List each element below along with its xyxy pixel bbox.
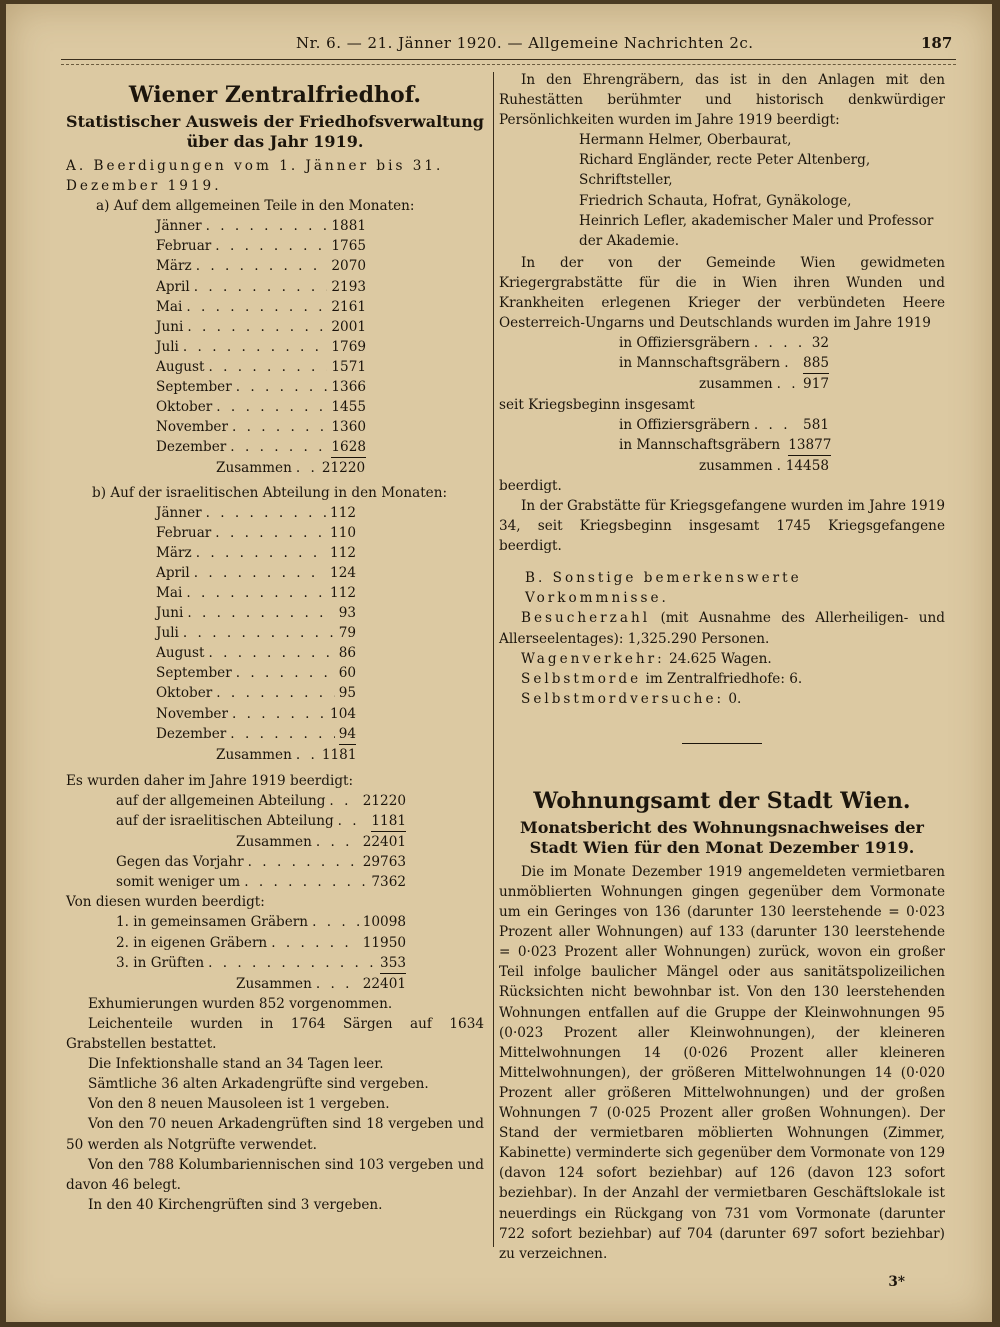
right-column — [499, 70, 945, 1290]
war-1919-total-label: zusammen — [699, 376, 773, 393]
row-label: Juli — [156, 338, 179, 355]
row-value: 112 — [330, 544, 356, 561]
leader-dots — [187, 603, 334, 623]
article-title-housing: Wohnungsamt der Stadt Wien. — [533, 787, 911, 814]
table-row — [156, 417, 366, 437]
row-label: in Mannschaftsgräbern — [619, 355, 781, 372]
honor-name: Richard Engländer, recte Peter Altenberg, Schriftsteller, — [579, 152, 871, 189]
columbaria-text: Von den 788 Kolumbariennischen sind 103 vergeben und davon 46 belegt. — [66, 1156, 484, 1193]
row-value: 93 — [338, 605, 356, 622]
visitors-text: (mit Ausnahme des Allerheiligen- und Allerseelentages): 1,325.290 Personen. — [499, 610, 945, 647]
general-total-label: Zusammen — [216, 460, 292, 477]
honor-graves-intro: In den Ehrengräbern, das ist in den Anlagen mit den Ruhestätten berühmter und historisch denkwürdiger Persönlichkeiten wurden im Jahre 1919 beerdigt: — [499, 72, 945, 129]
row-label: Dezember — [156, 439, 227, 456]
row-value: 353 — [380, 953, 406, 974]
row-value: 1628 — [331, 437, 366, 458]
table-row — [156, 663, 356, 683]
arcade-tombs-text: Sämtliche 36 alten Arkadengrüfte sind vergeben. — [88, 1076, 429, 1093]
table-row — [156, 523, 356, 543]
leader-dots — [230, 437, 327, 457]
leader-dots — [208, 643, 334, 663]
leader-dots — [194, 563, 326, 583]
row-label: 1. in gemeinsamen Gräbern — [116, 914, 309, 931]
row-label: Juli — [156, 625, 179, 642]
row-label: auf der israelitischen Abteilung — [116, 813, 334, 829]
table-row — [156, 357, 366, 377]
leader-dots — [312, 912, 359, 932]
row-value: 1765 — [331, 238, 366, 255]
church-tombs-text: In den 40 Kirchengrüften sind 3 vergeben. — [88, 1196, 383, 1213]
leader-dots — [183, 337, 327, 357]
row-label: Juni — [156, 605, 184, 622]
table-row — [156, 704, 356, 724]
leader-dots — [338, 811, 368, 831]
israelite-months-table — [66, 503, 356, 745]
attempts-label: Selbstmordversuche: — [521, 690, 725, 707]
row-value: 21220 — [362, 792, 406, 809]
new-arcades-text: Von den 70 neuen Arkadengrüften sind 18 vergeben und 50 werden als Notgrüfte verwendet. — [66, 1116, 484, 1153]
prev-year-value: 29763 — [362, 854, 406, 871]
leader-dots — [754, 415, 799, 435]
war-since-total-row — [499, 456, 829, 476]
row-value: 10098 — [362, 914, 406, 931]
war-1919-total-value: 917 — [803, 376, 829, 393]
row-value: 1366 — [331, 379, 366, 396]
row-value: 95 — [338, 685, 356, 702]
buried-total-row — [66, 974, 406, 994]
summary-total-value: 22401 — [362, 834, 406, 851]
leader-dots — [754, 333, 808, 353]
leader-dots — [216, 397, 327, 417]
row-label: April — [156, 278, 190, 295]
row-label: 3. in Grüften — [116, 954, 205, 971]
row-value: 13877 — [788, 435, 831, 456]
row-label: in Offiziersgräbern — [619, 335, 750, 352]
table-row — [156, 297, 366, 317]
leader-dots — [208, 357, 327, 377]
row-value: 1181 — [371, 811, 406, 832]
table-row — [156, 397, 366, 417]
general-total-value: 21220 — [321, 460, 366, 477]
row-value: 79 — [338, 625, 356, 642]
table-row — [156, 603, 356, 623]
sheet-mark-wrap — [499, 1264, 945, 1290]
row-label: September — [156, 379, 232, 396]
row-label: August — [156, 358, 205, 375]
table-row — [116, 953, 406, 974]
row-label: in Mannschaftsgräbern — [619, 436, 781, 453]
row-label: Dezember — [156, 725, 227, 742]
leader-dots — [236, 377, 328, 397]
row-value: 32 — [811, 335, 829, 352]
war-graves-1919-table — [499, 333, 829, 374]
summary-intro: Es wurden daher im Jahre 1919 beerdigt: — [66, 772, 354, 789]
less-row — [66, 872, 406, 892]
leader-dots — [208, 953, 376, 973]
table-row — [156, 256, 366, 276]
row-label: auf der allgemeinen Abteilung — [116, 792, 326, 809]
general-months-table — [66, 216, 366, 458]
honor-name: Heinrich Lefler, akademischer Maler und Professor der Akademie. — [579, 212, 934, 249]
infection-hall-text: Die Infektionshalle stand an 34 Tagen leer. — [88, 1056, 384, 1073]
row-value: 1360 — [331, 419, 366, 436]
row-label: Februar — [156, 524, 212, 541]
section-a-heading: A. Beerdigungen vom 1. Jänner bis 31. Dezember 1919. — [66, 158, 444, 195]
attempts-paragraph — [499, 689, 945, 709]
row-label: 2. in eigenen Gräbern — [116, 934, 268, 951]
leader-dots — [230, 724, 334, 744]
leader-dots — [196, 256, 328, 276]
part-b-heading: b) Auf der israelitischen Abteilung in den Monaten: — [92, 484, 448, 501]
body-parts-text: Leichenteile wurden in 1764 Särgen auf 1634 Grabstellen bestattet. — [66, 1015, 484, 1053]
buried-word: beerdigt. — [499, 477, 562, 494]
table-row — [156, 236, 366, 256]
suicides-label: Selbstmorde — [521, 670, 642, 687]
row-value: 2161 — [331, 298, 366, 315]
summary-total-label: Zusammen — [236, 834, 312, 851]
table-row — [116, 791, 406, 811]
row-value: 11950 — [362, 934, 406, 951]
row-label: März — [156, 544, 192, 561]
page-number: 187 — [921, 34, 953, 52]
table-row — [156, 377, 366, 397]
row-value: 104 — [330, 705, 356, 722]
honor-name: Hermann Helmer, Oberbaurat, — [579, 132, 792, 149]
row-value: 124 — [330, 564, 356, 581]
table-row — [156, 724, 356, 745]
running-header — [6, 30, 992, 54]
mausoleums-text: Von den 8 neuen Mausoleen ist 1 vergeben. — [88, 1096, 390, 1113]
war-since-total-value: 14458 — [785, 457, 829, 474]
leader-dots — [206, 216, 328, 236]
table-row — [156, 337, 366, 357]
buried-total-value: 22401 — [362, 975, 406, 992]
row-value: 86 — [338, 645, 356, 662]
leader-dots — [194, 277, 328, 297]
table-row — [156, 543, 356, 563]
left-column — [66, 70, 484, 1215]
article-title-cemetery: Wiener Zentralfriedhof. — [128, 82, 422, 108]
row-label: April — [156, 564, 190, 581]
row-value: 60 — [338, 665, 356, 682]
table-row — [619, 333, 829, 353]
table-row — [156, 216, 366, 236]
table-row — [156, 583, 356, 603]
leader-dots — [215, 236, 327, 256]
article-subtitle-housing: Monatsbericht des Wohnungsnachweises der Stadt Wien für den Monat Dezember 1919. — [520, 817, 924, 857]
israelite-total-value: 1181 — [321, 746, 357, 763]
general-total-row — [66, 458, 366, 478]
buried-total-label: Zusammen — [236, 975, 312, 992]
prev-year-row — [66, 852, 406, 872]
table-row — [619, 435, 832, 456]
row-label: August — [156, 645, 205, 662]
issue-line: Nr. 6. — 21. Jänner 1920. — Allgemeine Nachrichten 2c. — [296, 34, 754, 52]
exhumations-text: Exhumierungen wurden 852 vorgenommen. — [88, 995, 393, 1012]
israelite-total-row — [66, 745, 356, 765]
vehicles-label: Wagenverkehr: — [521, 650, 665, 667]
row-label: September — [156, 665, 232, 682]
table-row — [156, 623, 356, 643]
row-value: 1881 — [331, 218, 366, 235]
visitors-label: Besucherzahl — [521, 610, 651, 627]
row-label: Mai — [156, 298, 183, 315]
row-value: 112 — [330, 504, 356, 521]
row-value: 94 — [339, 724, 356, 745]
column-divider — [493, 72, 494, 1247]
row-label: Oktober — [156, 685, 213, 702]
table-row — [619, 353, 829, 374]
sheet-mark: 3* — [888, 1273, 905, 1290]
burial-type-table — [66, 912, 406, 973]
row-value: 110 — [330, 524, 356, 541]
vehicles-paragraph — [499, 649, 945, 669]
row-value: 885 — [803, 353, 829, 374]
row-value: 1571 — [331, 358, 366, 375]
honor-names-list — [499, 130, 945, 251]
pow-text: In der Grabstätte für Kriegsgefangene wurden im Jahre 1919 34, seit Kriegsbeginn insgesamt 1745 Kriegsgefangene beerdigt. — [499, 497, 945, 555]
less-value: 7362 — [371, 874, 406, 891]
table-row — [156, 503, 356, 523]
summary-table — [66, 791, 406, 832]
leader-dots — [216, 683, 334, 703]
summary-total-row — [66, 832, 406, 852]
leader-dots — [236, 663, 335, 683]
table-row — [116, 811, 406, 832]
buried-intro: Von diesen wurden beerdigt: — [66, 894, 265, 911]
part-a-heading: a) Auf dem allgemeinen Teile in den Monaten: — [96, 198, 415, 215]
table-row — [156, 317, 366, 337]
row-value: 1455 — [331, 399, 366, 416]
suicides-text: im Zentralfriedhofe: 6. — [645, 670, 803, 687]
row-value: 2070 — [331, 258, 366, 275]
row-value: 1769 — [331, 338, 366, 355]
row-value: 581 — [803, 416, 829, 433]
row-value: 2001 — [331, 318, 366, 335]
row-label: März — [156, 258, 192, 275]
war-1919-total-row — [499, 374, 829, 394]
article-subtitle-cemetery: Statistischer Ausweis der Friedhofsverwaltung über das Jahr 1919. — [66, 112, 484, 151]
row-value: 112 — [330, 584, 356, 601]
leader-dots — [183, 623, 335, 643]
row-label: Februar — [156, 238, 212, 255]
since-war-label: seit Kriegsbeginn insgesamt — [499, 396, 695, 413]
table-row — [156, 643, 356, 663]
row-label: in Offiziersgräbern — [619, 416, 750, 433]
table-row — [156, 563, 356, 583]
vehicles-text: 24.625 Wagen. — [669, 650, 772, 667]
table-row — [156, 437, 366, 458]
row-label: November — [156, 419, 228, 436]
table-row — [116, 933, 406, 953]
leader-dots — [784, 353, 799, 373]
housing-body-text: Die im Monate Dezember 1919 angemeldeten vermietbaren unmöblierten Wohnungen gingen gegenüber dem Vormonate um ein Geringes von 136 (darunter 130 leerstehende = 0·023 Prozent aller Wohnungen) auf 133 (darunter 130 leerstehende = 0·023 Prozent aller Wohnungen) zurück, wovon ein großer Teil infolge baulicher Mängel oder aus sanitätspolizeilichen Rücksichten nicht bewohnbar ist. Von den 130 leerstehenden Wohnungen entfallen auf die Gruppe der Kleinwohnungen 95 (0·023 Prozent aller Kleinwohnungen), der kleineren Mittelwohnungen 14 (0·026 Prozent aller kleineren Mittelwohnungen), der größeren Mittelwohnungen 14 (0·020 Prozent aller größeren Mittelwohnungen) und der großen Wohnungen 7 (0·025 Prozent aller großen Wohnungen). Der Stand der vermietbaren möblierten Wohnungen (Zimmer, Kabinette) verminderte sich gegenüber dem Vormonate von 129 (davon 124 sofort beziehbar) auf 126 (davon 123 sofort beziehbar). In der Anzahl der vermietbaren Geschäftslokale ist neuerdings ein Rückgang von 731 vom Vormonate (darunter 722 sofort beziehbar) auf 704 (darunter 697 sofort beziehbar) zu verzeichnen. — [499, 863, 945, 1262]
row-label: Juni — [156, 318, 184, 335]
table-row — [156, 683, 356, 703]
visitors-paragraph — [499, 608, 945, 648]
leader-dots — [186, 297, 327, 317]
section-separator — [682, 743, 762, 744]
leader-dots — [232, 704, 326, 724]
table-row — [116, 912, 406, 932]
header-rule — [61, 59, 956, 60]
row-label: Jänner — [156, 218, 202, 235]
war-since-total-label: zusammen — [699, 457, 773, 474]
leader-dots — [206, 503, 326, 523]
israelite-total-label: Zusammen — [216, 746, 292, 763]
row-value: 2193 — [331, 278, 366, 295]
attempts-text: 0. — [728, 690, 742, 707]
leader-dots — [196, 543, 326, 563]
leader-dots — [271, 933, 359, 953]
leader-dots — [186, 583, 326, 603]
row-label: Jänner — [156, 504, 202, 521]
war-graves-since-table — [499, 415, 832, 456]
leader-dots — [215, 523, 326, 543]
honor-name: Friedrich Schauta, Hofrat, Gynäkologe, — [579, 192, 852, 209]
leader-dots — [232, 417, 327, 437]
leader-dots — [187, 317, 327, 337]
row-label: Oktober — [156, 399, 213, 416]
table-row — [156, 277, 366, 297]
header-rule-dashed — [61, 64, 956, 65]
table-row — [619, 415, 829, 435]
row-label: November — [156, 705, 228, 722]
section-b-heading: B. Sonstige bemerkenswerte Vorkommnisse. — [525, 570, 802, 607]
less-label: somit weniger um — [116, 874, 241, 891]
prev-year-label: Gegen das Vorjahr — [116, 854, 244, 871]
war-graves-intro: In der von der Gemeinde Wien gewidmeten Kriegergrabstätte für die in Wien ihren Wunden und Krankheiten erlegenen Krieger der verbündeten Heere Oesterreich-Ungarns und Deutschlands wurden im Jahre 1919 — [499, 254, 945, 332]
leader-dots — [329, 791, 358, 811]
row-label: Mai — [156, 584, 183, 601]
newspaper-page — [6, 4, 992, 1322]
suicides-paragraph — [499, 669, 945, 689]
